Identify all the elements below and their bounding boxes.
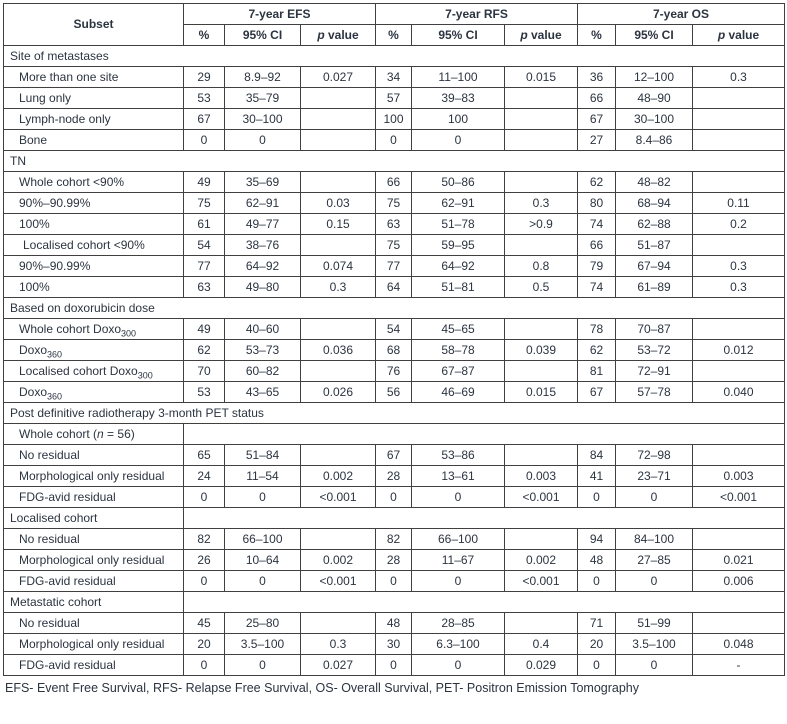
table-row bbox=[4, 550, 785, 571]
rfs-pvalue-cell bbox=[505, 529, 578, 550]
efs-pvalue-cell bbox=[301, 109, 376, 130]
rfs-ci-cell: 0 bbox=[412, 130, 505, 151]
efs-ci-cell: 49–77 bbox=[225, 214, 301, 235]
rfs-pvalue-cell bbox=[505, 319, 578, 340]
efs-pct-cell: 45 bbox=[184, 613, 225, 634]
rfs-pvalue-cell bbox=[505, 88, 578, 109]
efs-pct-cell: 63 bbox=[184, 277, 225, 298]
table-row bbox=[4, 193, 785, 214]
p-rest: value bbox=[725, 27, 760, 42]
efs-pvalue-cell: 0.15 bbox=[301, 214, 376, 235]
col-header-os-pct: % bbox=[578, 25, 616, 46]
rfs-pct-cell: 77 bbox=[376, 256, 412, 277]
col-group-efs: 7-year EFS bbox=[184, 4, 376, 25]
table-row bbox=[4, 340, 785, 361]
row-label: Bone bbox=[4, 130, 184, 151]
row-label: 100% bbox=[4, 214, 184, 235]
col-header-subset: Subset bbox=[4, 4, 184, 46]
rfs-pct-cell: 0 bbox=[376, 130, 412, 151]
os-ci-cell: 0 bbox=[616, 655, 693, 676]
os-pct-cell: 94 bbox=[578, 529, 616, 550]
rfs-pct-cell: 68 bbox=[376, 340, 412, 361]
table-row bbox=[4, 319, 785, 340]
os-pvalue-cell: 0.3 bbox=[693, 67, 785, 88]
rfs-ci-cell: 0 bbox=[412, 571, 505, 592]
efs-ci-cell: 64–92 bbox=[225, 256, 301, 277]
efs-ci-cell: 10–64 bbox=[225, 550, 301, 571]
table-row bbox=[4, 88, 785, 109]
col-group-rfs: 7-year RFS bbox=[376, 4, 578, 25]
efs-pct-cell: 0 bbox=[184, 655, 225, 676]
merged-empty-cell bbox=[184, 424, 785, 445]
os-pvalue-cell: 0.3 bbox=[693, 256, 785, 277]
efs-pvalue-cell bbox=[301, 613, 376, 634]
efs-ci-cell: 49–80 bbox=[225, 277, 301, 298]
os-ci-cell: 72–91 bbox=[616, 361, 693, 382]
rfs-ci-cell: 13–61 bbox=[412, 466, 505, 487]
os-ci-cell: 30–100 bbox=[616, 109, 693, 130]
row-label: Localised cohort Doxo$_{300}$ bbox=[4, 361, 184, 382]
row-label: Whole cohort (n = 56) bbox=[4, 424, 184, 445]
os-pct-cell: 74 bbox=[578, 277, 616, 298]
efs-pct-cell: 29 bbox=[184, 67, 225, 88]
section-row bbox=[4, 151, 785, 172]
rfs-pvalue-cell: >0.9 bbox=[505, 214, 578, 235]
rfs-pvalue-cell: 0.015 bbox=[505, 67, 578, 88]
table-row bbox=[4, 508, 785, 529]
abbreviations-note: EFS- Event Free Survival, RFS- Relapse Free Survival, OS- Overall Survival, PET- Positron Emission Tomography bbox=[5, 681, 640, 695]
col-header-efs-pvalue bbox=[301, 25, 376, 46]
rfs-ci-cell: 50–86 bbox=[412, 172, 505, 193]
rfs-pvalue-cell: 0.029 bbox=[505, 655, 578, 676]
rfs-pvalue-cell bbox=[505, 613, 578, 634]
os-pct-cell: 79 bbox=[578, 256, 616, 277]
table-row bbox=[4, 256, 785, 277]
os-pvalue-cell bbox=[693, 319, 785, 340]
rfs-ci-cell: 39–83 bbox=[412, 88, 505, 109]
os-pct-cell: 36 bbox=[578, 67, 616, 88]
os-pct-cell: 62 bbox=[578, 172, 616, 193]
table-row bbox=[4, 613, 785, 634]
os-pvalue-cell: 0.006 bbox=[693, 571, 785, 592]
os-pct-cell: 67 bbox=[578, 382, 616, 403]
efs-pvalue-cell bbox=[301, 130, 376, 151]
rfs-pct-cell: 0 bbox=[376, 571, 412, 592]
os-pvalue-cell bbox=[693, 109, 785, 130]
efs-ci-cell: 0 bbox=[225, 571, 301, 592]
os-pvalue-cell: 0.2 bbox=[693, 214, 785, 235]
efs-pvalue-cell: 0.002 bbox=[301, 550, 376, 571]
row-label: No residual bbox=[4, 529, 184, 550]
efs-pvalue-cell: 0.3 bbox=[301, 277, 376, 298]
rfs-ci-cell: 53–86 bbox=[412, 445, 505, 466]
table-row bbox=[4, 592, 785, 613]
rfs-pvalue-cell: 0.3 bbox=[505, 193, 578, 214]
efs-pct-cell: 54 bbox=[184, 235, 225, 256]
efs-pct-cell: 49 bbox=[184, 172, 225, 193]
efs-ci-cell: 38–76 bbox=[225, 235, 301, 256]
row-label: Morphological only residual bbox=[4, 466, 184, 487]
section-row bbox=[4, 46, 785, 67]
row-label: 90%–90.99% bbox=[4, 256, 184, 277]
table-row bbox=[4, 277, 785, 298]
efs-pvalue-cell bbox=[301, 172, 376, 193]
rfs-pvalue-cell: 0.015 bbox=[505, 382, 578, 403]
efs-ci-cell: 43–65 bbox=[225, 382, 301, 403]
rfs-ci-cell: 51–78 bbox=[412, 214, 505, 235]
rfs-pvalue-cell bbox=[505, 172, 578, 193]
rfs-pct-cell: 28 bbox=[376, 466, 412, 487]
efs-pct-cell: 77 bbox=[184, 256, 225, 277]
rfs-pct-cell: 48 bbox=[376, 613, 412, 634]
rfs-ci-cell: 46–69 bbox=[412, 382, 505, 403]
rfs-ci-cell: 6.3–100 bbox=[412, 634, 505, 655]
rfs-ci-cell: 64–92 bbox=[412, 256, 505, 277]
efs-pct-cell: 82 bbox=[184, 529, 225, 550]
row-label: Lung only bbox=[4, 88, 184, 109]
efs-pct-cell: 49 bbox=[184, 319, 225, 340]
table-body bbox=[4, 46, 785, 676]
efs-ci-cell: 60–82 bbox=[225, 361, 301, 382]
efs-pct-cell: 0 bbox=[184, 571, 225, 592]
os-pvalue-cell bbox=[693, 529, 785, 550]
row-label: FDG-avid residual bbox=[4, 655, 184, 676]
col-header-os-ci: 95% CI bbox=[616, 25, 693, 46]
efs-ci-cell: 35–69 bbox=[225, 172, 301, 193]
section-row bbox=[4, 403, 785, 424]
rfs-pct-cell: 76 bbox=[376, 361, 412, 382]
rfs-pct-cell: 28 bbox=[376, 550, 412, 571]
os-pct-cell: 78 bbox=[578, 319, 616, 340]
p-italic: p bbox=[717, 27, 726, 42]
rfs-pct-cell: 57 bbox=[376, 88, 412, 109]
os-pvalue-cell bbox=[693, 361, 785, 382]
efs-pct-cell: 67 bbox=[184, 109, 225, 130]
efs-pct-cell: 0 bbox=[184, 487, 225, 508]
col-header-efs-ci: 95% CI bbox=[225, 25, 301, 46]
os-pvalue-cell: 0.003 bbox=[693, 466, 785, 487]
rfs-pct-cell: 82 bbox=[376, 529, 412, 550]
os-pct-cell: 48 bbox=[578, 550, 616, 571]
rfs-pvalue-cell: 0.5 bbox=[505, 277, 578, 298]
p-italic: p bbox=[520, 27, 528, 42]
os-pct-cell: 66 bbox=[578, 88, 616, 109]
p-rest: value bbox=[324, 27, 359, 42]
efs-pvalue-cell bbox=[301, 88, 376, 109]
os-ci-cell: 84–100 bbox=[616, 529, 693, 550]
efs-pct-cell: 61 bbox=[184, 214, 225, 235]
row-label: More than one site bbox=[4, 67, 184, 88]
rfs-ci-cell: 51–81 bbox=[412, 277, 505, 298]
rfs-pct-cell: 66 bbox=[376, 172, 412, 193]
efs-pct-cell: 20 bbox=[184, 634, 225, 655]
os-ci-cell: 53–72 bbox=[616, 340, 693, 361]
efs-pvalue-cell: 0.074 bbox=[301, 256, 376, 277]
os-ci-cell: 0 bbox=[616, 571, 693, 592]
os-pct-cell: 66 bbox=[578, 235, 616, 256]
row-label: Lymph-node only bbox=[4, 109, 184, 130]
os-pct-cell: 62 bbox=[578, 340, 616, 361]
efs-pvalue-cell: <0.001 bbox=[301, 487, 376, 508]
efs-pct-cell: 70 bbox=[184, 361, 225, 382]
os-pct-cell: 67 bbox=[578, 109, 616, 130]
table-row bbox=[4, 382, 785, 403]
os-ci-cell: 27–85 bbox=[616, 550, 693, 571]
os-pct-cell: 0 bbox=[578, 487, 616, 508]
efs-pvalue-cell bbox=[301, 235, 376, 256]
table-row bbox=[4, 571, 785, 592]
rfs-pct-cell: 67 bbox=[376, 445, 412, 466]
rfs-ci-cell: 100 bbox=[412, 109, 505, 130]
table-row bbox=[4, 109, 785, 130]
os-ci-cell: 8.4–86 bbox=[616, 130, 693, 151]
table-row bbox=[4, 487, 785, 508]
os-pvalue-cell: 0.040 bbox=[693, 382, 785, 403]
table-row bbox=[4, 130, 785, 151]
table-row bbox=[4, 655, 785, 676]
os-pvalue-cell bbox=[693, 88, 785, 109]
rfs-pct-cell: 0 bbox=[376, 487, 412, 508]
os-ci-cell: 67–94 bbox=[616, 256, 693, 277]
row-label: 100% bbox=[4, 277, 184, 298]
rfs-ci-cell: 11–100 bbox=[412, 67, 505, 88]
merged-empty-cell bbox=[184, 508, 785, 529]
os-pct-cell: 0 bbox=[578, 655, 616, 676]
rfs-ci-cell: 0 bbox=[412, 655, 505, 676]
os-ci-cell: 57–78 bbox=[616, 382, 693, 403]
row-label: No residual bbox=[4, 445, 184, 466]
efs-pvalue-cell: 0.3 bbox=[301, 634, 376, 655]
efs-pvalue-cell bbox=[301, 361, 376, 382]
efs-ci-cell: 30–100 bbox=[225, 109, 301, 130]
rfs-pvalue-cell: 0.003 bbox=[505, 466, 578, 487]
os-ci-cell: 3.5–100 bbox=[616, 634, 693, 655]
rfs-pvalue-cell: 0.039 bbox=[505, 340, 578, 361]
efs-pvalue-cell bbox=[301, 445, 376, 466]
os-pvalue-cell: 0.021 bbox=[693, 550, 785, 571]
os-pvalue-cell bbox=[693, 613, 785, 634]
p-italic: p bbox=[317, 27, 325, 42]
rfs-pvalue-cell bbox=[505, 235, 578, 256]
os-ci-cell: 23–71 bbox=[616, 466, 693, 487]
os-pvalue-cell: <0.001 bbox=[693, 487, 785, 508]
row-label: Whole cohort <90% bbox=[4, 172, 184, 193]
rfs-pct-cell: 64 bbox=[376, 277, 412, 298]
table-row bbox=[4, 361, 785, 382]
col-header-os-pvalue bbox=[693, 25, 785, 46]
rfs-pct-cell: 0 bbox=[376, 655, 412, 676]
row-label: Doxo$_{360}$ bbox=[4, 340, 184, 361]
rfs-pct-cell: 54 bbox=[376, 319, 412, 340]
rfs-pvalue-cell bbox=[505, 130, 578, 151]
efs-ci-cell: 53–73 bbox=[225, 340, 301, 361]
efs-pvalue-cell: <0.001 bbox=[301, 571, 376, 592]
efs-pvalue-cell: 0.036 bbox=[301, 340, 376, 361]
efs-ci-cell: 11–54 bbox=[225, 466, 301, 487]
row-label: Doxo$_{360}$ bbox=[4, 382, 184, 403]
rfs-pvalue-cell bbox=[505, 109, 578, 130]
table-row bbox=[4, 424, 785, 445]
row-label: FDG-avid residual bbox=[4, 487, 184, 508]
col-header-rfs-pvalue bbox=[505, 25, 578, 46]
efs-pct-cell: 0 bbox=[184, 130, 225, 151]
rfs-pvalue-cell bbox=[505, 445, 578, 466]
os-pvalue-cell bbox=[693, 172, 785, 193]
efs-pct-cell: 65 bbox=[184, 445, 225, 466]
efs-ci-cell: 3.5–100 bbox=[225, 634, 301, 655]
rfs-pct-cell: 100 bbox=[376, 109, 412, 130]
os-ci-cell: 48–90 bbox=[616, 88, 693, 109]
efs-pvalue-cell: 0.027 bbox=[301, 655, 376, 676]
rfs-ci-cell: 45–65 bbox=[412, 319, 505, 340]
col-header-efs-pct: % bbox=[184, 25, 225, 46]
efs-ci-cell: 0 bbox=[225, 655, 301, 676]
table-row bbox=[4, 466, 785, 487]
os-pvalue-cell bbox=[693, 235, 785, 256]
row-label: Morphological only residual bbox=[4, 634, 184, 655]
efs-pct-cell: 53 bbox=[184, 382, 225, 403]
rfs-ci-cell: 66–100 bbox=[412, 529, 505, 550]
rfs-pvalue-cell: <0.001 bbox=[505, 487, 578, 508]
rfs-ci-cell: 28–85 bbox=[412, 613, 505, 634]
rfs-pvalue-cell: 0.4 bbox=[505, 634, 578, 655]
row-label: 90%–90.99% bbox=[4, 193, 184, 214]
table-row bbox=[4, 529, 785, 550]
os-pvalue-cell: 0.3 bbox=[693, 277, 785, 298]
os-pct-cell: 81 bbox=[578, 361, 616, 382]
os-ci-cell: 51–87 bbox=[616, 235, 693, 256]
os-ci-cell: 48–82 bbox=[616, 172, 693, 193]
efs-pvalue-cell: 0.03 bbox=[301, 193, 376, 214]
efs-ci-cell: 40–60 bbox=[225, 319, 301, 340]
rfs-pct-cell: 34 bbox=[376, 67, 412, 88]
os-pvalue-cell: 0.012 bbox=[693, 340, 785, 361]
table-row bbox=[4, 634, 785, 655]
rfs-ci-cell: 58–78 bbox=[412, 340, 505, 361]
section-label: Based on doxorubicin dose bbox=[4, 298, 785, 319]
rfs-ci-cell: 11–67 bbox=[412, 550, 505, 571]
col-group-os: 7-year OS bbox=[578, 4, 785, 25]
efs-pct-cell: 53 bbox=[184, 88, 225, 109]
row-label: Metastatic cohort bbox=[4, 592, 184, 613]
rfs-pvalue-cell: 0.002 bbox=[505, 550, 578, 571]
os-ci-cell: 72–98 bbox=[616, 445, 693, 466]
efs-ci-cell: 8.9–92 bbox=[225, 67, 301, 88]
rfs-pct-cell: 56 bbox=[376, 382, 412, 403]
table-row bbox=[4, 445, 785, 466]
efs-ci-cell: 35–79 bbox=[225, 88, 301, 109]
section-label: Site of metastases bbox=[4, 46, 785, 67]
section-label: TN bbox=[4, 151, 785, 172]
rfs-pct-cell: 75 bbox=[376, 193, 412, 214]
table-row bbox=[4, 172, 785, 193]
rfs-ci-cell: 67–87 bbox=[412, 361, 505, 382]
os-ci-cell: 70–87 bbox=[616, 319, 693, 340]
rfs-pct-cell: 30 bbox=[376, 634, 412, 655]
table-header bbox=[4, 4, 785, 46]
os-pct-cell: 84 bbox=[578, 445, 616, 466]
efs-ci-cell: 0 bbox=[225, 130, 301, 151]
os-pct-cell: 80 bbox=[578, 193, 616, 214]
os-pct-cell: 74 bbox=[578, 214, 616, 235]
os-pvalue-cell bbox=[693, 445, 785, 466]
os-pvalue-cell: 0.11 bbox=[693, 193, 785, 214]
rfs-pvalue-cell bbox=[505, 361, 578, 382]
rfs-ci-cell: 0 bbox=[412, 487, 505, 508]
os-ci-cell: 68–94 bbox=[616, 193, 693, 214]
efs-ci-cell: 62–91 bbox=[225, 193, 301, 214]
os-ci-cell: 61–89 bbox=[616, 277, 693, 298]
row-label: Morphological only residual bbox=[4, 550, 184, 571]
table-row bbox=[4, 235, 785, 256]
efs-pvalue-cell: 0.002 bbox=[301, 466, 376, 487]
table-row bbox=[4, 214, 785, 235]
efs-ci-cell: 66–100 bbox=[225, 529, 301, 550]
section-label: Post definitive radiotherapy 3-month PET status bbox=[4, 403, 785, 424]
row-label: Localised cohort bbox=[4, 508, 184, 529]
os-pvalue-cell: 0.048 bbox=[693, 634, 785, 655]
merged-empty-cell bbox=[184, 592, 785, 613]
rfs-pct-cell: 63 bbox=[376, 214, 412, 235]
efs-pct-cell: 75 bbox=[184, 193, 225, 214]
os-pvalue-cell: - bbox=[693, 655, 785, 676]
section-row bbox=[4, 298, 785, 319]
header-group-row bbox=[4, 4, 785, 25]
efs-pvalue-cell bbox=[301, 319, 376, 340]
rfs-ci-cell: 62–91 bbox=[412, 193, 505, 214]
os-ci-cell: 12–100 bbox=[616, 67, 693, 88]
efs-pct-cell: 62 bbox=[184, 340, 225, 361]
os-pct-cell: 71 bbox=[578, 613, 616, 634]
rfs-pvalue-cell: 0.8 bbox=[505, 256, 578, 277]
rfs-ci-cell: 59–95 bbox=[412, 235, 505, 256]
efs-pvalue-cell: 0.027 bbox=[301, 67, 376, 88]
os-pct-cell: 41 bbox=[578, 466, 616, 487]
os-ci-cell: 0 bbox=[616, 487, 693, 508]
row-label: No residual bbox=[4, 613, 184, 634]
efs-pvalue-cell bbox=[301, 529, 376, 550]
efs-ci-cell: 0 bbox=[225, 487, 301, 508]
efs-ci-cell: 25–80 bbox=[225, 613, 301, 634]
row-label: Whole cohort Doxo$_{300}$ bbox=[4, 319, 184, 340]
os-pct-cell: 0 bbox=[578, 571, 616, 592]
p-rest: value bbox=[527, 27, 562, 42]
os-pct-cell: 20 bbox=[578, 634, 616, 655]
rfs-pct-cell: 75 bbox=[376, 235, 412, 256]
survival-subgroup-table bbox=[3, 3, 785, 676]
col-header-rfs-ci: 95% CI bbox=[412, 25, 505, 46]
row-label: FDG-avid residual bbox=[4, 571, 184, 592]
rfs-pvalue-cell: <0.001 bbox=[505, 571, 578, 592]
efs-pvalue-cell: 0.026 bbox=[301, 382, 376, 403]
col-header-rfs-pct: % bbox=[376, 25, 412, 46]
os-ci-cell: 51–99 bbox=[616, 613, 693, 634]
efs-pct-cell: 24 bbox=[184, 466, 225, 487]
row-label: Localised cohort <90% bbox=[4, 235, 184, 256]
efs-ci-cell: 51–84 bbox=[225, 445, 301, 466]
table-row bbox=[4, 67, 785, 88]
os-ci-cell: 62–88 bbox=[616, 214, 693, 235]
efs-pct-cell: 26 bbox=[184, 550, 225, 571]
os-pvalue-cell bbox=[693, 130, 785, 151]
os-pct-cell: 27 bbox=[578, 130, 616, 151]
